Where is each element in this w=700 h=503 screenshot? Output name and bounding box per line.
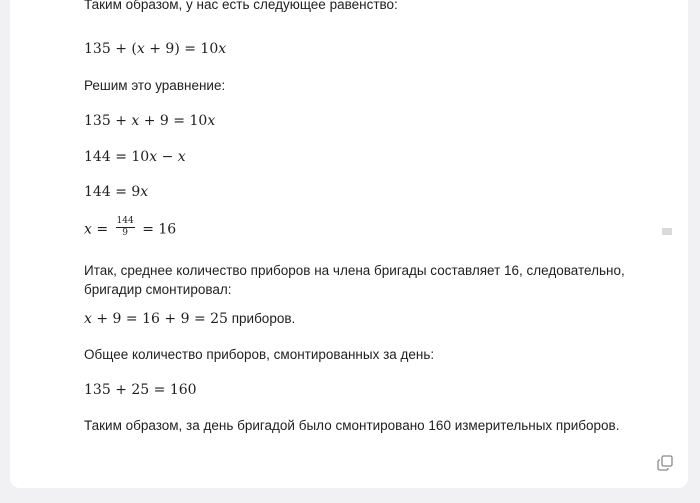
- intro-text: Таким образом, у нас есть следующее равенство:: [84, 0, 398, 12]
- scroll-indicator[interactable]: [662, 228, 672, 235]
- answer-panel: [10, 0, 688, 488]
- fraction: $\frac{144}{9}$: [116, 216, 134, 238]
- equation-3: 144 = 10x − x: [84, 149, 186, 165]
- equation-4: 144 = 9x: [84, 184, 149, 200]
- equation-5: x = $\frac{144}{9}$ = 16: [84, 216, 177, 238]
- conclusion-text: Итак, среднее количество приборов на члена бригады составляет 16, следовательно, бригадир смонтировал:: [84, 263, 625, 297]
- copy-button[interactable]: [655, 453, 675, 473]
- equation-6: x + 9 = 16 + 9 = 25 приборов.: [84, 311, 296, 327]
- total-label: Общее количество приборов, смонтированных за день:: [84, 347, 435, 362]
- equation-7: 135 + 25 = 160: [84, 382, 197, 398]
- final-text: Таким образом, за день бригадой было смонтировано 160 измерительных приборов.: [84, 418, 620, 433]
- equation-1: 135 + (x + 9) = 10x: [84, 41, 227, 57]
- solve-label: Решим это уравнение:: [84, 78, 226, 93]
- copy-icon: [655, 453, 675, 473]
- equation-2: 135 + x + 9 = 10x: [84, 113, 216, 129]
